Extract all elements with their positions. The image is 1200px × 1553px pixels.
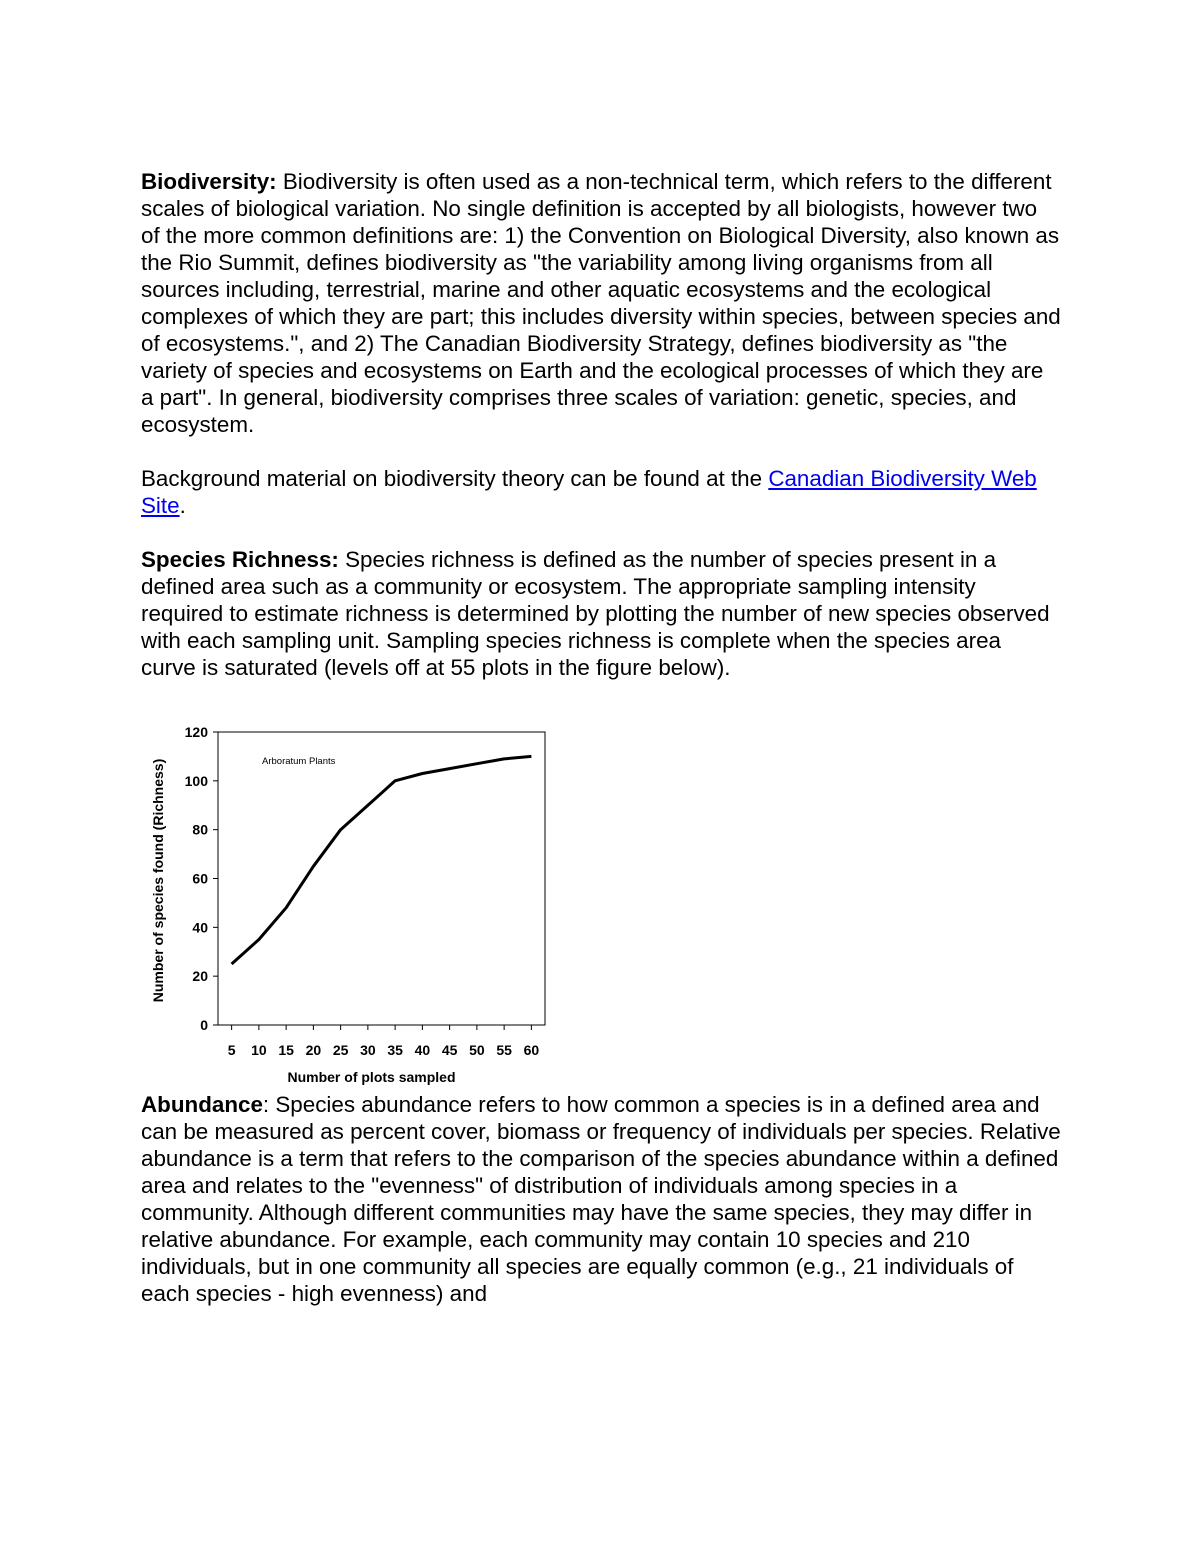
x-tick-label: 45 bbox=[441, 1042, 458, 1058]
x-tick-label: 50 bbox=[469, 1042, 485, 1058]
y-axis-label: Number of species found (Richness) bbox=[150, 758, 166, 1003]
canadian-biodiversity-link[interactable]: Canadian Biodiversity Web Site bbox=[141, 466, 1037, 518]
species-richness-paragraph bbox=[141, 546, 1061, 681]
biodiversity-text: Biodiversity is often used as a non-technical term, which refers to the different scales of biological variation. No single definition is accepted by all biologists, however two of the more common definitions are: 1) the Convention on Biological Diversity, also known as the Rio Summit, defines biodiversity as "the variability among living organisms from all sources including, terrestrial, marine and other aquatic ecosystems and the ecological complexes of which they are part; this includes diversity within species, between species and of ecosystems.", and 2) The Canadian Biodiversity Strategy, defines biodiversity as "the variety of species and ecosystems on Earth and the ecological processes of which they are a part". In general, biodiversity comprises three scales of variation: genetic, species, and ecosystem. bbox=[141, 169, 1061, 437]
x-axis-label: Number of plots sampled bbox=[287, 1069, 456, 1085]
x-tick-label: 20 bbox=[305, 1042, 322, 1058]
y-tick-label: 60 bbox=[192, 870, 208, 887]
document-page bbox=[141, 168, 1061, 1307]
abundance-text: : Species abundance refers to how common a species is in a defined area and can be measured as percent cover, biomass or frequency of individuals per species. Relative abundance is a term that refers to the comparison of the species abundance within a defined area and relates to the "evenness" of distribution of individuals among species in a community. Although different communities may have the same species, they may differ in relative abundance. For example, each community may contain 10 species and 210 individuals, but in one community all species are equally common (e.g., 21 individuals of each species - high evenness) and bbox=[141, 1092, 1061, 1306]
species-richness-term: Species Richness: bbox=[141, 547, 339, 572]
x-tick-label: 25 bbox=[332, 1042, 349, 1058]
abundance-term: Abundance bbox=[141, 1092, 263, 1117]
abundance-paragraph bbox=[141, 1091, 1061, 1307]
species-curve-line bbox=[232, 756, 532, 964]
x-tick-label: 35 bbox=[387, 1042, 403, 1058]
biodiversity-term: Biodiversity: bbox=[141, 169, 277, 194]
plot-frame bbox=[218, 732, 545, 1025]
species-area-chart bbox=[141, 708, 551, 1085]
y-tick-label: 40 bbox=[192, 919, 208, 936]
y-tick-label: 20 bbox=[192, 968, 208, 985]
x-tick-label: 55 bbox=[496, 1042, 512, 1058]
y-tick-label: 80 bbox=[192, 821, 208, 838]
species-richness-text: Species richness is defined as the number of species present in a defined area such as a community or ecosystem. The appropriate sampling intensity required to estimate richness is determined by plotting the number of new species observed with each sampling unit. Sampling species richness is complete when the species area curve is saturated (levels off at 55 plots in the figure below). bbox=[141, 547, 1050, 680]
biodiversity-paragraph bbox=[141, 168, 1061, 438]
x-tick-label: 10 bbox=[251, 1042, 267, 1058]
background-paragraph bbox=[141, 465, 1061, 519]
y-tick-label: 100 bbox=[184, 772, 208, 789]
background-text: Background material on biodiversity theory can be found at the bbox=[141, 466, 769, 491]
chart-svg bbox=[141, 708, 551, 1085]
x-tick-label: 60 bbox=[523, 1042, 540, 1058]
background-text-end: . bbox=[179, 493, 186, 518]
chart-annotation: Arboratum Plants bbox=[262, 756, 336, 767]
x-tick-label: 5 bbox=[227, 1042, 236, 1058]
x-tick-label: 40 bbox=[414, 1042, 431, 1058]
y-tick-label: 120 bbox=[184, 724, 208, 740]
y-tick-label: 0 bbox=[200, 1017, 208, 1033]
x-tick-label: 30 bbox=[360, 1042, 376, 1058]
x-tick-label: 15 bbox=[278, 1042, 294, 1058]
